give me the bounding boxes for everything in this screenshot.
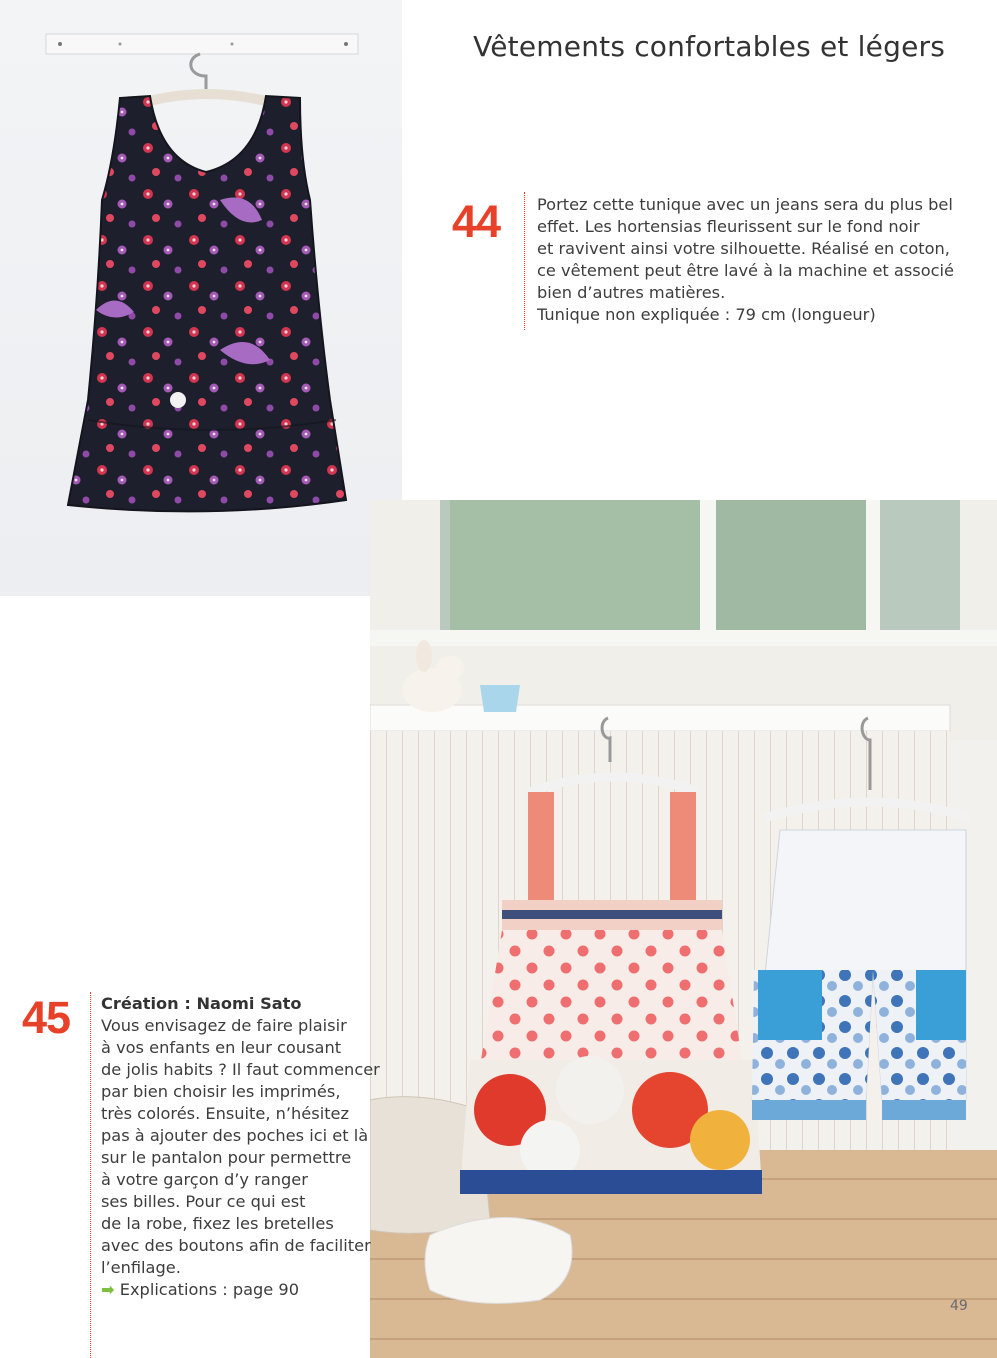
- item-45-line: ses billes. Pour ce qui est: [101, 1192, 306, 1211]
- item-45-separator: [90, 992, 91, 1358]
- item-45-heading: Création : Naomi Sato: [101, 994, 302, 1013]
- item-44-line: Portez cette tunique avec un jeans sera du plus bel: [537, 195, 953, 214]
- item-45-line: de jolis habits ? Il faut commencer: [101, 1060, 380, 1079]
- window-scene-illustration: [370, 500, 997, 1358]
- arrow-right-icon: ➡: [101, 1280, 115, 1299]
- item-45-reference: [101, 1279, 380, 1301]
- item-44-line: ce vêtement peut être lavé à la machine et associé: [537, 261, 954, 280]
- tunic-photo: [0, 0, 402, 596]
- page-title: Vêtements confortables et légers: [473, 30, 945, 63]
- item-45-reference-text: Explications : page 90: [119, 1280, 299, 1299]
- item-45-description: [101, 993, 380, 1301]
- item-45-line: l’enfilage.: [101, 1258, 181, 1277]
- item-44-size-note: Tunique non expliquée : 79 cm (longueur): [537, 305, 876, 324]
- item-45-line: Vous envisagez de faire plaisir: [101, 1016, 347, 1035]
- item-45-line: très colorés. Ensuite, n’hésitez: [101, 1104, 350, 1123]
- page-number: 49: [950, 1298, 968, 1314]
- item-45-line: à votre garçon d’y ranger: [101, 1170, 308, 1189]
- item-45-line: pas à ajouter des poches ici et là: [101, 1126, 369, 1145]
- item-45-line: de la robe, fixez les bretelles: [101, 1214, 334, 1233]
- tunic-illustration: [0, 0, 402, 596]
- item-44-line: et ravivent ainsi votre silhouette. Réalisé en coton,: [537, 239, 950, 258]
- item-number-45: 45: [22, 992, 71, 1043]
- item-44-line: bien d’autres matières.: [537, 283, 726, 302]
- item-45-line: à vos enfants en leur cousant: [101, 1038, 342, 1057]
- item-44-description: [537, 194, 954, 326]
- item-number-44: 44: [452, 196, 501, 247]
- item-45-line: par bien choisir les imprimés,: [101, 1082, 341, 1101]
- item-44-line: effet. Les hortensias fleurissent sur le fond noir: [537, 217, 920, 236]
- item-45-line: sur le pantalon pour permettre: [101, 1148, 352, 1167]
- dress-and-trousers-photo: [370, 500, 997, 1358]
- item-44-separator: [524, 192, 525, 330]
- item-45-line: avec des boutons afin de faciliter: [101, 1236, 371, 1255]
